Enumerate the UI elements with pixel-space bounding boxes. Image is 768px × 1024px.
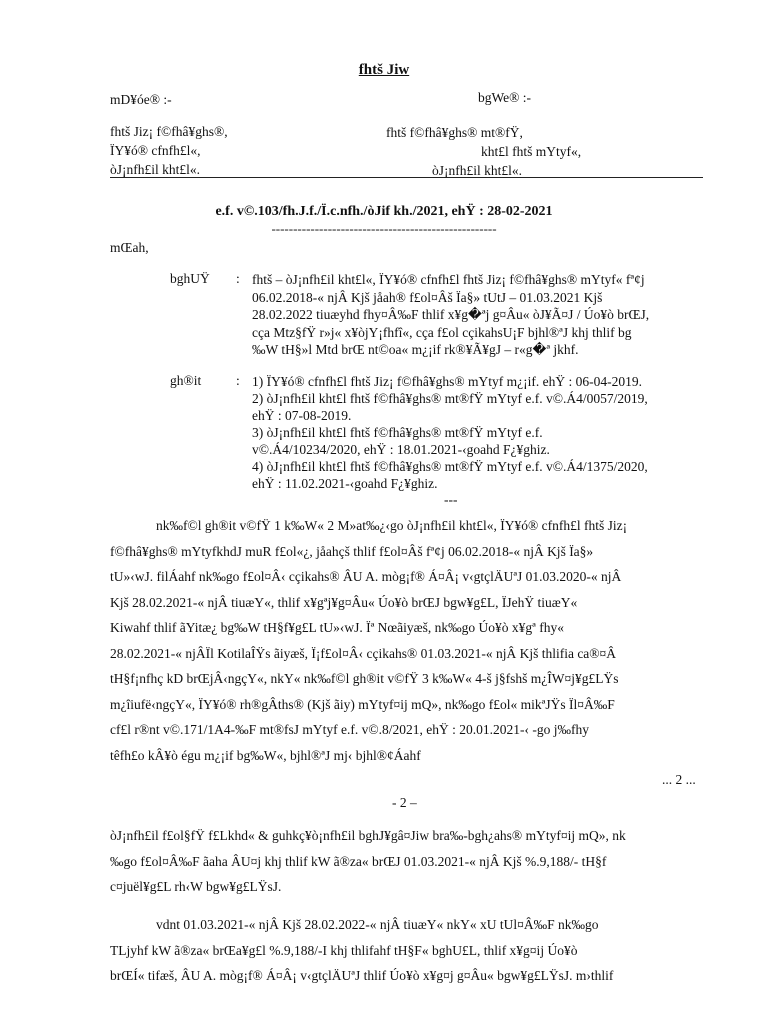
references-list: [252, 373, 712, 492]
paragraph-line: tU»‹wJ. filÁahf nk‰go f£ol¤Â‹ cçikahs® ÂU A. mòg¡f® Á¤Â¡ v‹gtçlÄUªJ 01.03.2020-« njÂ: [110, 569, 622, 584]
subject-label: bghUŸ: [170, 271, 210, 286]
paragraph-line: Kiwahf thlif ãYitæ¿ bg‰W tH§f¥g£L tU»‹wJ. Ïª Nœãiyæš, nk‰go Úo¥ò x¥gª fhy«: [110, 620, 565, 635]
subject-line: 06.02.2018-« njÂ Kjš jåah® f£ol¤Âš Ïa§» tUtJ – 01.03.2021 Kjš: [252, 289, 603, 305]
reference-item: v©.Á4/10234/2020, ehŸ : 18.01.2021-‹goahd F¿¥ghiz.: [252, 442, 550, 457]
reference-item: 3) òJ¡nfh£il kht£l fhtš f©fhâ¥ghs® mt®fŸ mYtyf e.f.: [252, 425, 543, 440]
paragraph-line: c¤juël¥g£L rh‹W bgw¥g£LŸsJ.: [110, 879, 282, 894]
sender-block: [110, 90, 228, 179]
sender-line: òJ¡nfh£il kht£l«.: [110, 162, 200, 177]
paragraph-line: têfh£o kÂ¥ò égu m¿¡if bg‰W«, bjhl®ªJ mj‹ bjhl®¢Áahf: [110, 747, 421, 763]
sender-label: mD¥óe® :-: [110, 92, 172, 107]
paragraph-line: tH§f¡nfhç kD brŒjÂ‹ngçY«, nkY« nk‰f©l gh®it v©fŸ 3 k‰W« 4-š j§fshš m¿ÎW¤j¥g£LŸs: [110, 671, 619, 686]
reference-item: 2) òJ¡nfh£il kht£l fhtš f©fhâ¥ghs® mt®fŸ mYtyf e.f. v©.Á4/0057/2019,: [252, 391, 648, 406]
recipient-line: kht£l fhtš mYtyf«,: [481, 144, 582, 159]
subject-line: 28.02.2022 tiuæyhd fhy¤Â‰F thlif x¥g�ªj g¤Âu« òJ¥Ã¤J / Úo¥ò brŒJ,: [252, 307, 650, 322]
paragraph-line: brŒÍ« tifæš, ÂU A. mòg¡f® Á¤Â¡ v‹gtçlÄUªJ thlif Úo¥ò x¥g¤j g¤Âu« bgw¥g£LŸsJ. m›thlif: [110, 968, 614, 983]
body-paragraph-3: [110, 912, 706, 989]
reference-number: e.f. v©.103/fh.J.f./Ï.c.nfh./òJif kh./2021, ehŸ : 28-02-2021: [215, 204, 553, 219]
recipient-line: òJ¡nfh£il kht£l«.: [432, 163, 522, 178]
body-paragraph-2: [110, 823, 706, 900]
recipient-line: fhtš f©fhâ¥ghs® mt®fŸ,: [386, 125, 523, 140]
sender-line: ÏY¥ó® cfnfh£l«,: [110, 143, 201, 158]
paragraph-line: TLjyhf kW ã®za« brŒa¥g£l %.9,188/-I khj thlifahf tH§F« bghU£L, thlif x¥g¤ij Úo¥ò: [110, 942, 578, 958]
paragraph-line: cf£l r®nt v©.171/1A4-‰F mt®fsJ mYtyf e.f. v©.8/2021, ehŸ : 20.01.2021-‹ -go j‰fhy: [110, 722, 589, 737]
recipient-label: bgWe® :-: [478, 90, 532, 105]
reference-item: ehŸ : 07-08-2019.: [252, 408, 352, 423]
document-title: fhtš Jiw: [358, 62, 410, 78]
page-continue-marker: ... 2 ...: [662, 772, 696, 787]
reference-item: ehŸ : 11.02.2021-‹goahd F¿¥ghiz.: [252, 476, 438, 491]
paragraph-line: 28.02.2021-« njÂÏl KotilaÎŸs ãiyæš, Ï¡f£ol¤Â‹ cçikahs® 01.03.2021-« njÂ Kjš thlifia ca®¤Â: [110, 645, 617, 661]
references-label: gh®it: [170, 373, 202, 388]
paragraph-line: Kjš 28.02.2021-« njÂ tiuæY«, thlif x¥gªj¥g¤Âu« Úo¥ò brŒJ bgw¥g£L, ÏJehŸ tiuæY«: [110, 594, 578, 610]
dash-separator: ----------------------------------------------------: [271, 221, 497, 236]
paragraph-line: f©fhâ¥ghs® mYtyfkhdJ muR f£ol«¿, jåahçš thlif f£ol¤Âš fª¢j 06.02.2018-« njÂ Kjš Ïa§»: [110, 543, 594, 559]
subject-line: ‰W tH§»l Mtd brŒ nt©oa« m¿¡if rk®¥Ã¥gJ – r«g�ª jkhf.: [252, 342, 579, 357]
paragraph-line: òJ¡nfh£il f£ol§fŸ f£Lkhd« & guhkç¥ò¡nfh£il bghJ¥gâ¤Jiw bra‰-bgh¿ahs® mYtyf¤ij mQ», nk: [110, 828, 626, 843]
paragraph-line: vdnt 01.03.2021-« njÂ Kjš 28.02.2022-« njÂ tiuæY« nkY« xU tUl¤Â‰F nk‰go: [156, 917, 599, 932]
sender-line: fhtš Jiz¡ f©fhâ¥ghs®,: [110, 124, 228, 139]
references-end-mark: ---: [444, 492, 458, 507]
reference-item: 1) ÏY¥ó® cfnfh£l fhtš Jiz¡ f©fhâ¥ghs® mYtyf m¿¡if. ehŸ : 06-04-2019.: [252, 374, 642, 389]
body-paragraph-1: [110, 513, 706, 768]
page-number-marker: - 2 –: [392, 795, 417, 810]
subject-text: [252, 271, 704, 359]
paragraph-line: ‰go f£ol¤Â‰F ãaha ÂU¤j khj thlif kW ã®za« brŒJ 01.03.2021-« njÂ Kjš %.9,188/- tH§f: [110, 853, 607, 869]
subject-line: fhtš – òJ¡nfh£il kht£l«, ÏY¥ó® cfnfh£l fhtš Jiz¡ f©fhâ¥ghs® mYtyf« fª¢j: [252, 272, 645, 287]
references-colon: :: [236, 373, 240, 388]
paragraph-line: nk‰f©l gh®it v©fŸ 1 k‰W« 2 M»at‰¿‹go òJ¡nfh£il kht£l«, ÏY¥ó® cfnfh£l fhtš Jiz¡: [156, 518, 628, 533]
subject-line: cça Mtz§fŸ r»j« x¥òjY¡fhfî«, cça f£ol cçikahsU¡F bjhl®ªJ khj thlif bg: [252, 324, 632, 340]
paragraph-line: m¿îiufë‹ngçY«, ÏY¥ó® rh®gÂths® (Kjš ãiy) mYtyf¤ij mQ», nk‰go f£ol« mikªJŸs Ïl¤Â‰F: [110, 696, 615, 712]
salutation: mŒah,: [110, 240, 149, 255]
reference-item: 4) òJ¡nfh£il kht£l fhtš f©fhâ¥ghs® mt®fŸ mYtyf e.f. v©.Á4/1375/2020,: [252, 459, 648, 474]
subject-colon: :: [236, 271, 240, 286]
header-divider: [110, 177, 703, 178]
